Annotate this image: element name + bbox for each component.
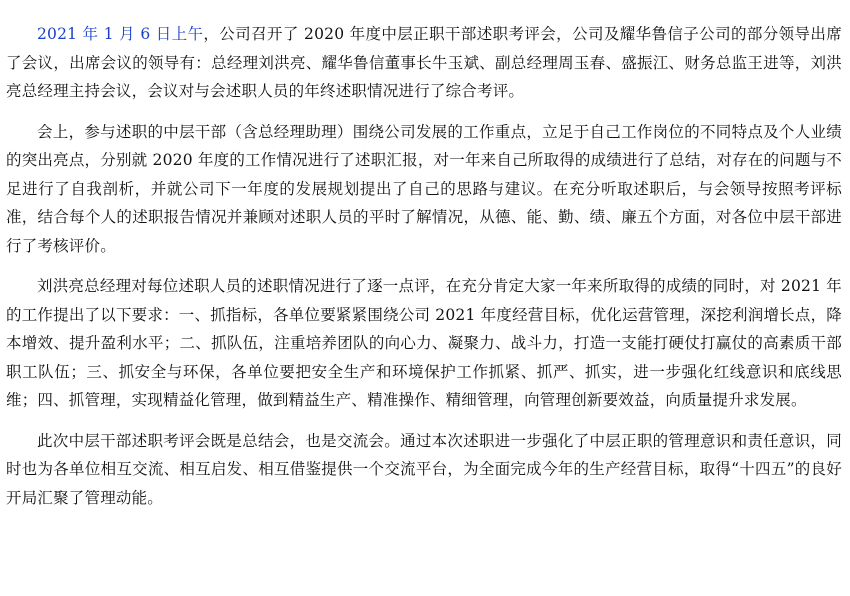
paragraph-conclusion — [6, 427, 842, 513]
paragraph-4-text: 此次中层干部述职考评会既是总结会，也是交流会。通过本次述职进一步强化了中层正职的管理意识和责任意识，同时也为各单位相互交流、相互启发、相互借鉴提供一个交流平台，为全面完成今年的生产经营目标，取得“十四五”的良好开局汇聚了管理动能。 — [6, 431, 842, 507]
paragraph-2-text: 会上，参与述职的中层干部（含总经理助理）围绕公司发展的工作重点，立足于自己工作岗位的不同特点及个人业绩的突出亮点，分别就 2020 年度的工作情况进行了述职汇报，对一年来自己所取得的成绩进行了总结，对存在的问题与不足进行了自我剖析，并就公司下一年度的发展规划提出了自己的思路与建议。在充分听取述职后，与会领导按照考评标准，结合每个人的述职报告情况并兼顾对述职人员的平时了解情况，从德、能、勤、绩、廉五个方面，对各位中层干部进行了考核评价。 — [6, 122, 842, 255]
paragraph-1-text: ，公司召开了 2020 年度中层正职干部述职考评会，公司及耀华鲁信子公司的部分领导出席了会议，出席会议的领导有：总经理刘洪亮、耀华鲁信董事长牛玉斌、副总经理周玉春、盛振江、财务总监王进等，刘洪亮总经理主持会议，会议对与会述职人员的年终述职情况进行了综合考评。 — [6, 25, 842, 100]
paragraph-report-details — [6, 118, 842, 261]
meeting-date: 2021 年 1 月 6 日上午 — [37, 25, 204, 43]
paragraph-3-text: 刘洪亮总经理对每位述职人员的述职情况进行了逐一点评，在充分肯定大家一年来所取得的成绩的同时，对 2021 年的工作提出了以下要求：一、抓指标，各单位要紧紧围绕公司 2021 年度经营目标，优化运营管理，深挖利润增长点，降本增效、提升盈利水平；二、抓队伍，注重培养团队的向心力、凝聚力、战斗力，打造一支能打硬仗打赢仗的高素质干部职工队伍；三、抓安全与环保，各单位要把安全生产和环境保护工作抓紧、抓严、抓实，进一步强化红线意识和底线思维；四、抓管理，实现精益化管理，做到精益生产、精准操作、精细管理，向管理创新要效益，向质量提升求发展。 — [6, 277, 842, 409]
paragraph-meeting-intro — [6, 20, 842, 106]
paragraph-gm-requirements — [6, 272, 842, 415]
